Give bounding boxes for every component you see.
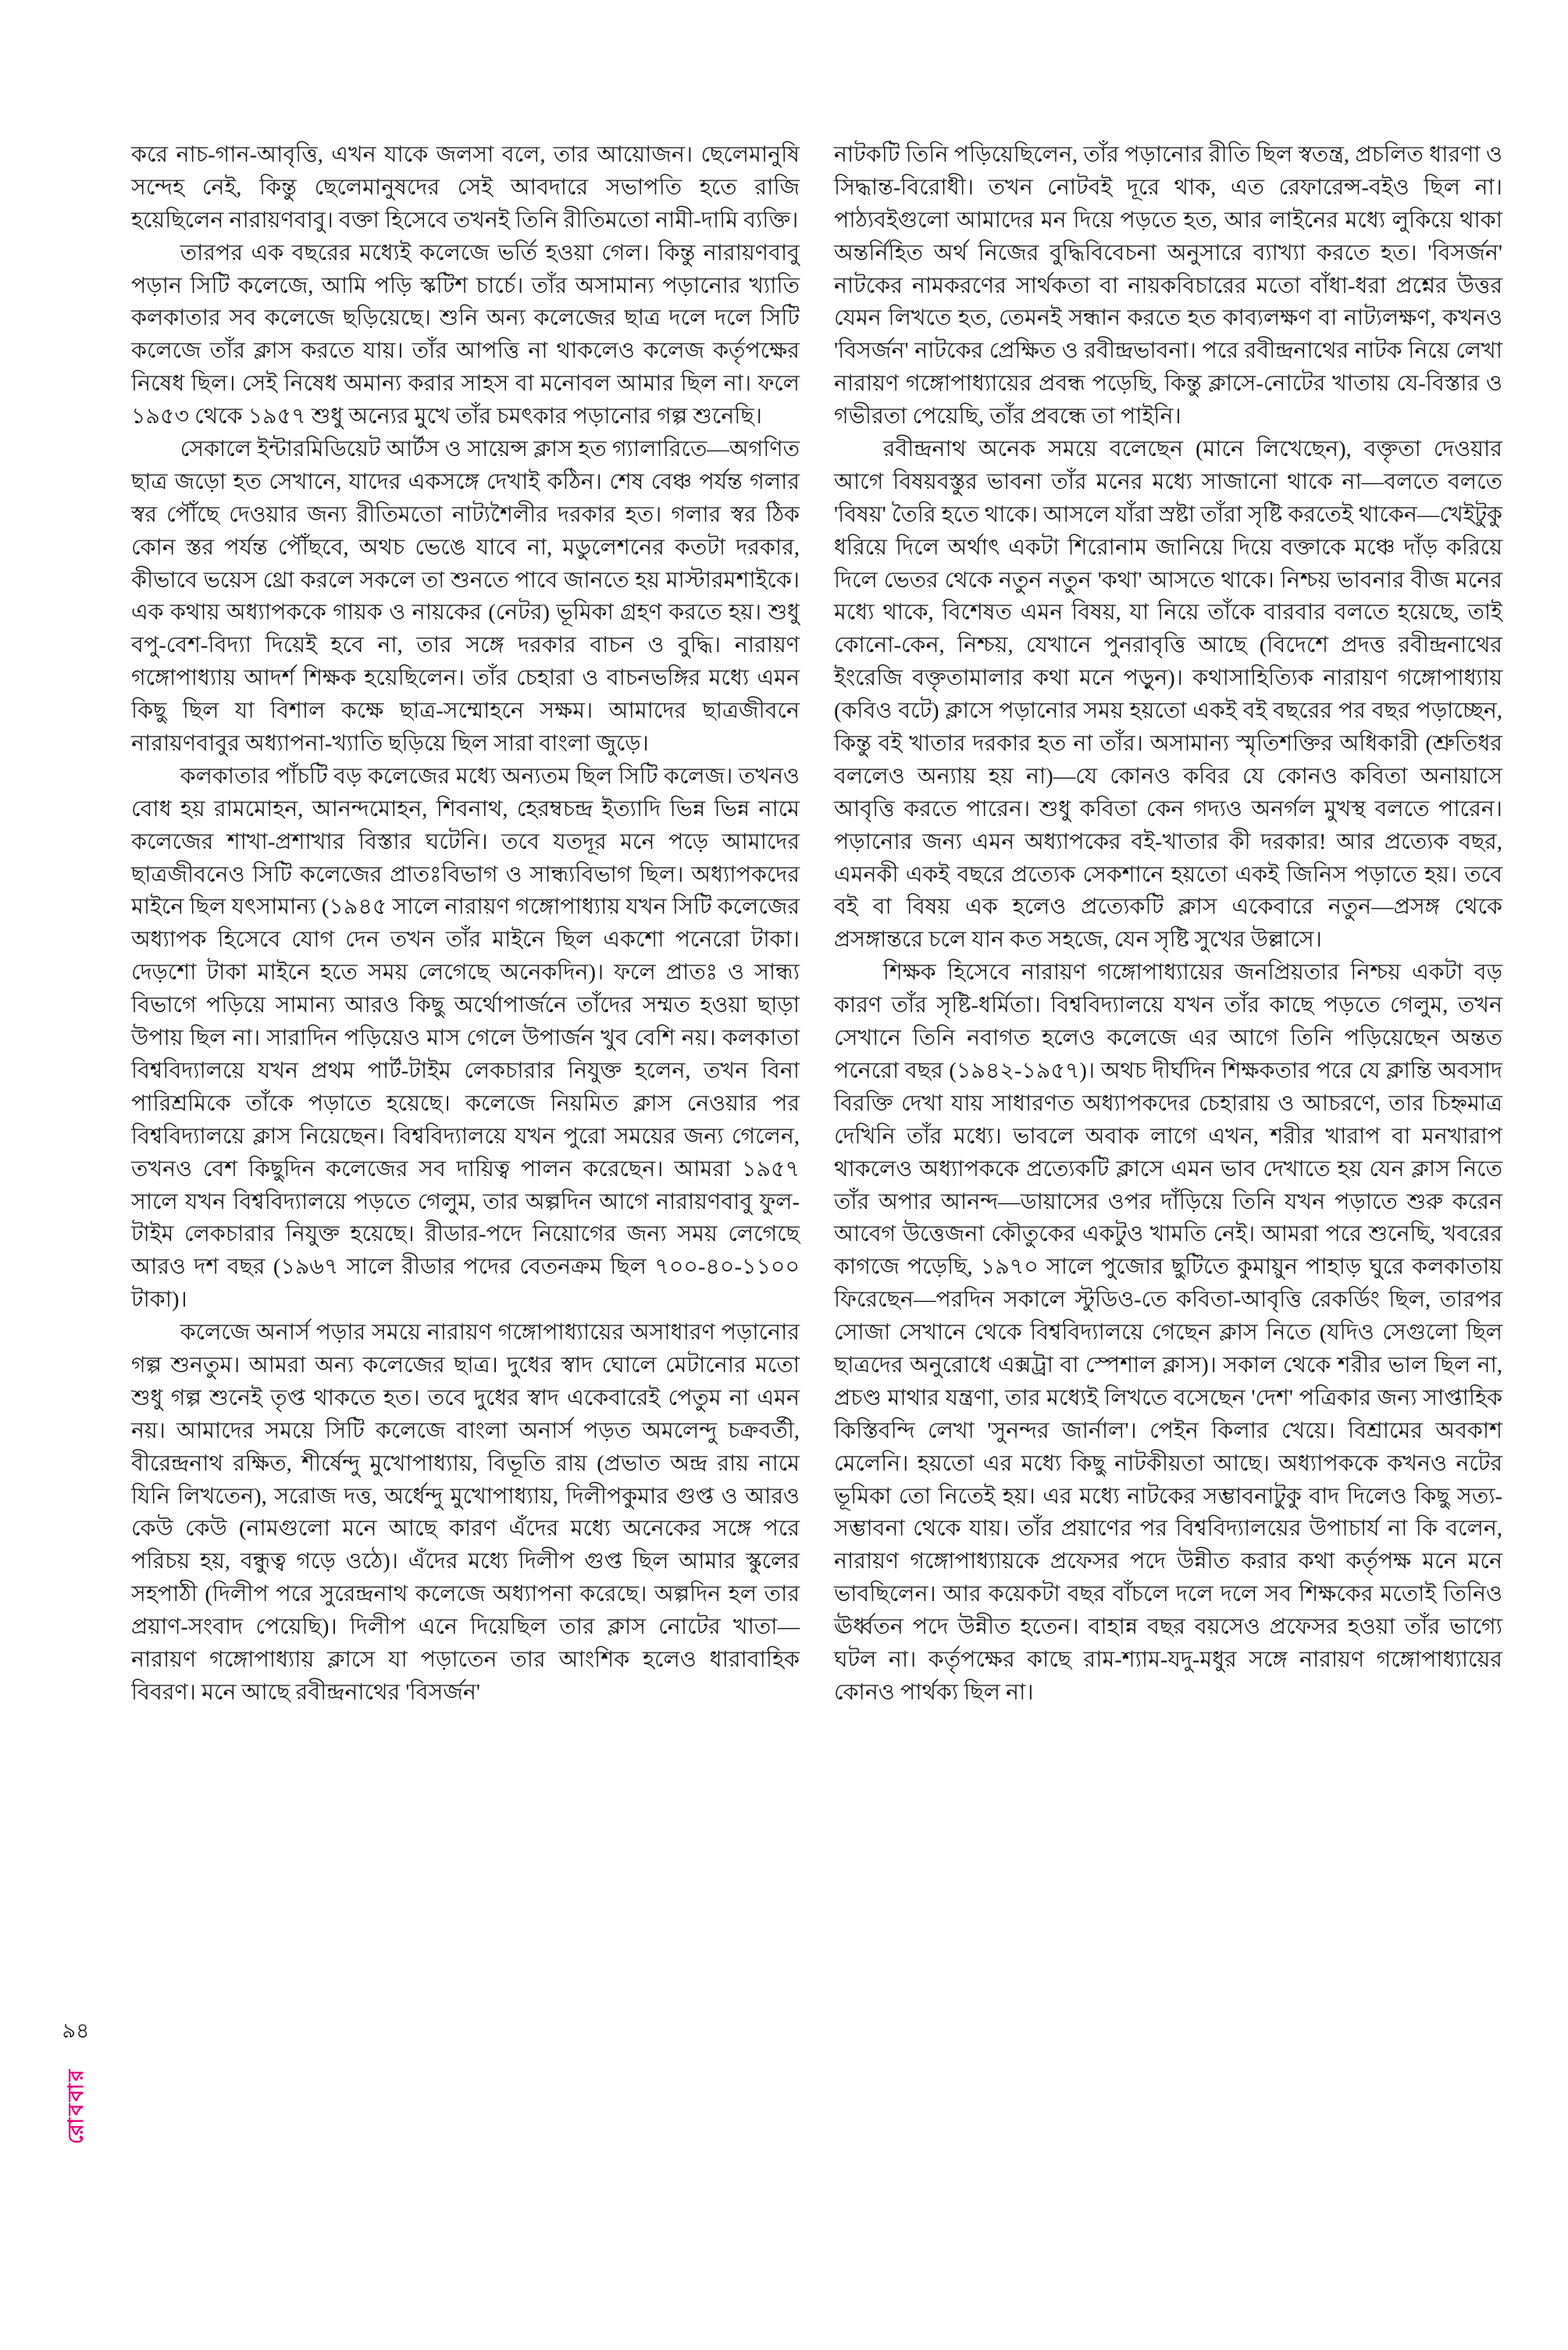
paragraph: সেকালে ইন্টারমিডিয়েট আর্টস ও সায়েন্স ক্লাস হত গ্যালারিতে—অগণিত ছাত্র জড়ো হত সেখানে, যাদের একসঙ্গে দেখাই কঠিন। শেষ বেঞ্চ পর্যন্ত গলার স্বর পৌঁছে দেওয়ার জন্য রীতিমতো নাট্যশৈলীর দরকার হত। গলার স্বর ঠিক কোন স্তর পর্যন্ত পৌঁছবে, অথচ ভেঙে যাবে না, মডুলেশনের কতটা দরকার, কীভাবে ভয়েস থ্রো করলে সকলে তা শুনতে পাবে জানতে হয় মাস্টারমশাইকে। এক কথায় অধ্যাপককে গায়ক ও নায়কের (নেটর) ভূমিকা গ্রহণ করতে হয়। শুধু বপু-বেশ-বিদ্যা দিয়েই হবে না, তার সঙ্গে দরকার বাচন ও বুদ্ধি। নারায়ণ গঙ্গোপাধ্যায় আদর্শ শিক্ষক হয়েছিলেন। তাঁর চেহারা ও বাচনভঙ্গির মধ্যে এমন কিছু ছিল যা বিশাল কক্ষে ছাত্র-সম্মোহনে সক্ষম। আমাদের ছাত্রজীবনে নারায়ণবাবুর অধ্যাপনা-খ্যাতি ছড়িয়ে ছিল সারা বাংলা জুড়ে।: [131, 437, 800, 757]
paragraph: নাটকটি তিনি পড়িয়েছিলেন, তাঁর পড়ানোর রীতি ছিল স্বতন্ত্র, প্রচলিত ধারণা ও সিদ্ধান্ত-বিরোধী। তখন নোটবই দূরে থাক, এত রেফারেন্স-বইও ছিল না। পাঠ্যবইগুলো আমাদের মন দিয়ে পড়তে হত, আর লাইনের মধ্যে লুকিয়ে থাকা অন্তর্নিহিত অর্থ নিজের বুদ্ধিবিবেচনা অনুসারে ব্যাখ্যা করতে হত। 'বিসর্জন' নাটকের নামকরণের সার্থকতা বা নায়কবিচারের মতো বাঁধা-ধরা প্রশ্নের উত্তর যেমন লিখতে হত, তেমনই সন্ধান করতে হত কাব্যলক্ষণ বা নাট্যলক্ষণ, কখনও 'বিসর্জন' নাটকের প্রেক্ষিত ও রবীন্দ্রভাবনা। পরে রবীন্দ্রনাথের নাটক নিয়ে লেখা নারায়ণ গঙ্গোপাধ্যায়ের প্রবন্ধ পড়েছি, কিন্তু ক্লাসে-নোটের খাতায় যে-বিস্তার ও গভীরতা পেয়েছি, তাঁর প্রবন্ধে তা পাইনি।: [834, 143, 1502, 430]
paragraph: শিক্ষক হিসেবে নারায়ণ গঙ্গোপাধ্যায়ের জনপ্রিয়তার নিশ্চয় একটা বড় কারণ তাঁর সৃষ্টি-ধর্মিতা। বিশ্ববিদ্যালয়ে যখন তাঁর কাছে পড়তে গেলুম, তখন সেখানে তিনি নবাগত হলেও কলেজে এর আগে তিনি পড়িয়েছেন অন্তত পনেরো বছর (১৯৪২-১৯৫৭)। অথচ দীর্ঘদিন শিক্ষকতার পরে যে ক্লান্তি অবসাদ বিরক্তি দেখা যায় সাধারণত অধ্যাপকদের চেহারায় ও আচরণে, তার চিহ্নমাত্র দেখিনি তাঁর মধ্যে। ভাবলে অবাক লাগে এখন, শরীর খারাপ বা মনখারাপ থাকলেও অধ্যাপককে প্রত্যেকটি ক্লাসে এমন ভাব দেখাতে হয় যেন ক্লাস নিতে তাঁর অপার আনন্দ—ডায়াসের ওপর দাঁড়িয়ে তিনি যখন পড়াতে শুরু করেন আবেগ উত্তেজনা কৌতুকের একটুও খামতি নেই। আমরা পরে শুনেছি, খবরের কাগজে পড়েছি, ১৯৭০ সালে পুজোর ছুটিতে কুমায়ুন পাহাড় ঘুরে কলকাতায় ফিরেছেন—পরদিন সকালে স্টুডিও-তে কবিতা-আবৃত্তি রেকর্ডিং ছিল, তারপর সোজা সেখানে থেকে বিশ্ববিদ্যালয়ে গেছেন ক্লাস নিতে (যদিও সেগুলো ছিল ছাত্রদের অনুরোধে এক্সট্রা বা স্পেশাল ক্লাস)। সকাল থেকে শরীর ভাল ছিল না, প্রচণ্ড মাথার যন্ত্রণা, তার মধ্যেই লিখতে বসেছেন 'দেশ' পত্রিকার জন্য সাপ্তাহিক কিস্তিবন্দি লেখা 'সুনন্দর জার্নাল'। পেইন কিলার খেয়ে। বিশ্রামের অবকাশ মেলেনি। হয়তো এর মধ্যে কিছু নাটকীয়তা আছে। অধ্যাপককে কখনও নটের ভূমিকা তো নিতেই হয়। এর মধ্যে নাটকের সম্ভাবনাটুকু বাদ দিলেও কিছু সত্য-সম্ভাবনা থেকে যায়। তাঁর প্রয়াণের পর বিশ্ববিদ্যালয়ের উপাচার্য না কি বলেন, নারায়ণ গঙ্গোপাধ্যায়কে প্রফেসর পদে উন্নীত করার কথা কর্তৃপক্ষ মনে মনে ভাবছিলেন। আর কয়েকটা বছর বাঁচলে দলে দলে সব শিক্ষকের মতোই তিনিও ঊর্ধ্বতন পদে উন্নীত হতেন। বাহান্ন বছর বয়সেও প্রফেসর হওয়া তাঁর ভাগ্যে ঘটল না। কর্তৃপক্ষের কাছে রাম-শ্যাম-যদু-মধুর সঙ্গে নারায়ণ গঙ্গোপাধ্যায়ের কোনও পার্থক্য ছিল না।: [834, 961, 1502, 1705]
paragraph: রবীন্দ্রনাথ অনেক সময়ে বলেছেন (মানে লিখেছেন), বক্তৃতা দেওয়ার আগে বিষয়বস্তুর ভাবনা তাঁর মনের মধ্যে সাজানো থাকে না—বলতে বলতে 'বিষয়' তৈরি হতে থাকে। আসলে যাঁরা স্রষ্টা তাঁরা সৃষ্টি করতেই থাকেন—খেইটুকু ধরিয়ে দিলে অর্থাৎ একটা শিরোনাম জানিয়ে দিয়ে বক্তাকে মঞ্চে দাঁড় করিয়ে দিলে ভেতর থেকে নতুন নতুন 'কথা' আসতে থাকে। নিশ্চয় ভাবনার বীজ মনের মধ্যে থাকে, বিশেষত এমন বিষয়, যা নিয়ে তাঁকে বারবার বলতে হয়েছে, তাই কোনো-কেন, নিশ্চয়, যেখানে পুনরাবৃত্তি আছে (বিদেশে প্রদত্ত রবীন্দ্রনাথের ইংরেজি বক্তৃতামালার কথা মনে পড়ুন)। কথাসাহিত্যিক নারায়ণ গঙ্গোপাধ্যায় (কবিও বটে) ক্লাসে পড়ানোর সময় হয়তো একই বই বছরের পর বছর পড়াচ্ছেন, কিন্তু বই খাতার দরকার হত না তাঁর। অসামান্য স্মৃতিশক্তির অধিকারী (শ্রুতিধর বললেও অন্যায় হয় না)—যে কোনও কবির যে কোনও কবিতা অনায়াসে আবৃত্তি করতে পারেন। শুধু কবিতা কেন গদ্যও অনর্গল মুখস্থ বলতে পারেন। পড়ানোর জন্য এমন অধ্যাপকের বই-খাতার কী দরকার! আর প্রত্যেক বছর, এমনকী একই বছরে প্রত্যেক সেকশানে হয়তো একই জিনিস পড়াতে হয়। তবে বই বা বিষয় এক হলেও প্রত্যেকটি ক্লাস একেবারে নতুন—প্রসঙ্গ থেকে প্রসঙ্গান্তরে চলে যান কত সহজে, যেন সৃষ্টি সুখের উল্লাসে।: [834, 437, 1502, 953]
text-columns: [131, 139, 1502, 1710]
right-column: [834, 139, 1502, 1710]
paragraph: কলেজে অনার্স পড়ার সময়ে নারায়ণ গঙ্গোপাধ্যায়ের অসাধারণ পড়ানোর গল্প শুনতুম। আমরা অন্য কলেজের ছাত্র। দুধের স্বাদ ঘোলে মেটানোর মতো শুধু গল্প শুনেই তৃপ্ত থাকতে হত। তবে দুধের স্বাদ একেবারেই পেতুম না এমন নয়। আমাদের সময়ে সিটি কলেজে বাংলা অনার্স পড়ত অমলেন্দু চক্রবর্তী, বীরেন্দ্রনাথ রক্ষিত, শীর্ষেন্দু মুখোপাধ্যায়, বিভূতি রায় (প্রভাত অন্দ্র রায় নামে যিনি লিখতেন), সরোজ দত্ত, অর্ধেন্দু মুখোপাধ্যায়, দিলীপকুমার গুপ্ত ও আরও কেউ কেউ (নামগুলো মনে আছে কারণ এঁদের মধ্যে অনেকের সঙ্গে পরে পরিচয় হয়, বন্ধুত্ব গড়ে ওঠে)। এঁদের মধ্যে দিলীপ গুপ্ত ছিল আমার স্কুলের সহপাঠী (দিলীপ পরে সুরেন্দ্রনাথ কলেজে অধ্যাপনা করেছে। অল্পদিন হল তার প্রয়াণ-সংবাদ পেয়েছি)। দিলীপ এনে দিয়েছিল তার ক্লাস নোটের খাতা—নারায়ণ গঙ্গোপাধ্যায় ক্লাসে যা পড়াতেন তার আংশিক হলেও ধারাবাহিক বিবরণ। মনে আছে রবীন্দ্রনাথের 'বিসর্জন': [131, 1321, 800, 1705]
paragraph: করে নাচ-গান-আবৃত্তি, এখন যাকে জলসা বলে, তার আয়োজন। ছেলেমানুষি সন্দেহ নেই, কিন্তু ছেলেমানুষদের সেই আবদারে সভাপতি হতে রাজি হয়েছিলেন নারায়ণবাবু। বক্তা হিসেবে তখনই তিনি রীতিমতো নামী-দামি ব্যক্তি।: [131, 143, 800, 233]
paragraph: তারপর এক বছরের মধ্যেই কলেজে ভর্তি হওয়া গেল। কিন্তু নারায়ণবাবু পড়ান সিটি কলেজে, আমি পড়ি স্কটিশ চার্চে। তাঁর অসামান্য পড়ানোর খ্যাতি কলকাতার সব কলেজে ছড়িয়েছে। শুনি অন্য কলেজের ছাত্র দলে দলে সিটি কলেজে তাঁর ক্লাস করতে যায়। তাঁর আপত্তি না থাকলেও কলেজ কর্তৃপক্ষের নিষেধ ছিল। সেই নিষেধ অমান্য করার সাহস বা মনোবল আমার ছিল না। ফলে ১৯৫৩ থেকে ১৯৫৭ শুধু অন্যের মুখে তাঁর চমৎকার পড়ানোর গল্প শুনেছি।: [131, 241, 800, 430]
left-column: [131, 139, 800, 1710]
page-number: ৯৪: [62, 2019, 90, 2042]
left-margin-block: [48, 2015, 103, 2144]
magazine-name-vertical: রোববার: [63, 2067, 87, 2145]
paragraph: কলকাতার পাঁচটি বড় কলেজের মধ্যে অন্যতম ছিল সিটি কলেজ। তখনও বোধ হয় রামমোহন, আনন্দমোহন, শিবনাথ, হেরম্বচন্দ্র ইত্যাদি ভিন্ন ভিন্ন নামে কলেজের শাখা-প্রশাখার বিস্তার ঘটেনি। তবে যতদূর মনে পড়ে আমাদের ছাত্রজীবনেও সিটি কলেজের প্রাতঃবিভাগ ও সান্ধ্যবিভাগ ছিল। অধ্যাপকদের মাইনে ছিল যৎসামান্য (১৯৪৫ সালে নারায়ণ গঙ্গোপাধ্যায় যখন সিটি কলেজের অধ্যাপক হিসেবে যোগ দেন তখন তাঁর মাইনে ছিল একশো পনেরো টাকা। দেড়শো টাকা মাইনে হতে সময় লেগেছে অনেকদিন)। ফলে প্রাতঃ ও সান্ধ্য বিভাগে পড়িয়ে সামান্য আরও কিছু অর্থোপার্জনে তাঁদের সম্মত হওয়া ছাড়া উপায় ছিল না। সারাদিন পড়িয়েও মাস গেলে উপার্জন খুব বেশি নয়। কলকাতা বিশ্ববিদ্যালয়ে যখন প্রথম পার্ট-টাইম লেকচারার নিযুক্ত হলেন, তখন বিনা পারিশ্রমিকে তাঁকে পড়াতে হয়েছে। কলেজে নিয়মিত ক্লাস নেওয়ার পর বিশ্ববিদ্যালয়ে ক্লাস নিয়েছেন। বিশ্ববিদ্যালয়ে যখন পুরো সময়ের জন্য গেলেন, তখনও বেশ কিছুদিন কলেজের সব দায়িত্ব পালন করেছেন। আমরা ১৯৫৭ সালে যখন বিশ্ববিদ্যালয়ে পড়তে গেলুম, তার অল্পদিন আগে নারায়ণবাবু ফুল-টাইম লেকচারার নিযুক্ত হয়েছে। রীডার-পদে নিয়োগের জন্য সময় লেগেছে আরও দশ বছর (১৯৬৭ সালে রীডার পদের বেতনক্রম ছিল ৭০০-৪০-১১০০ টাকা)।: [131, 764, 800, 1313]
